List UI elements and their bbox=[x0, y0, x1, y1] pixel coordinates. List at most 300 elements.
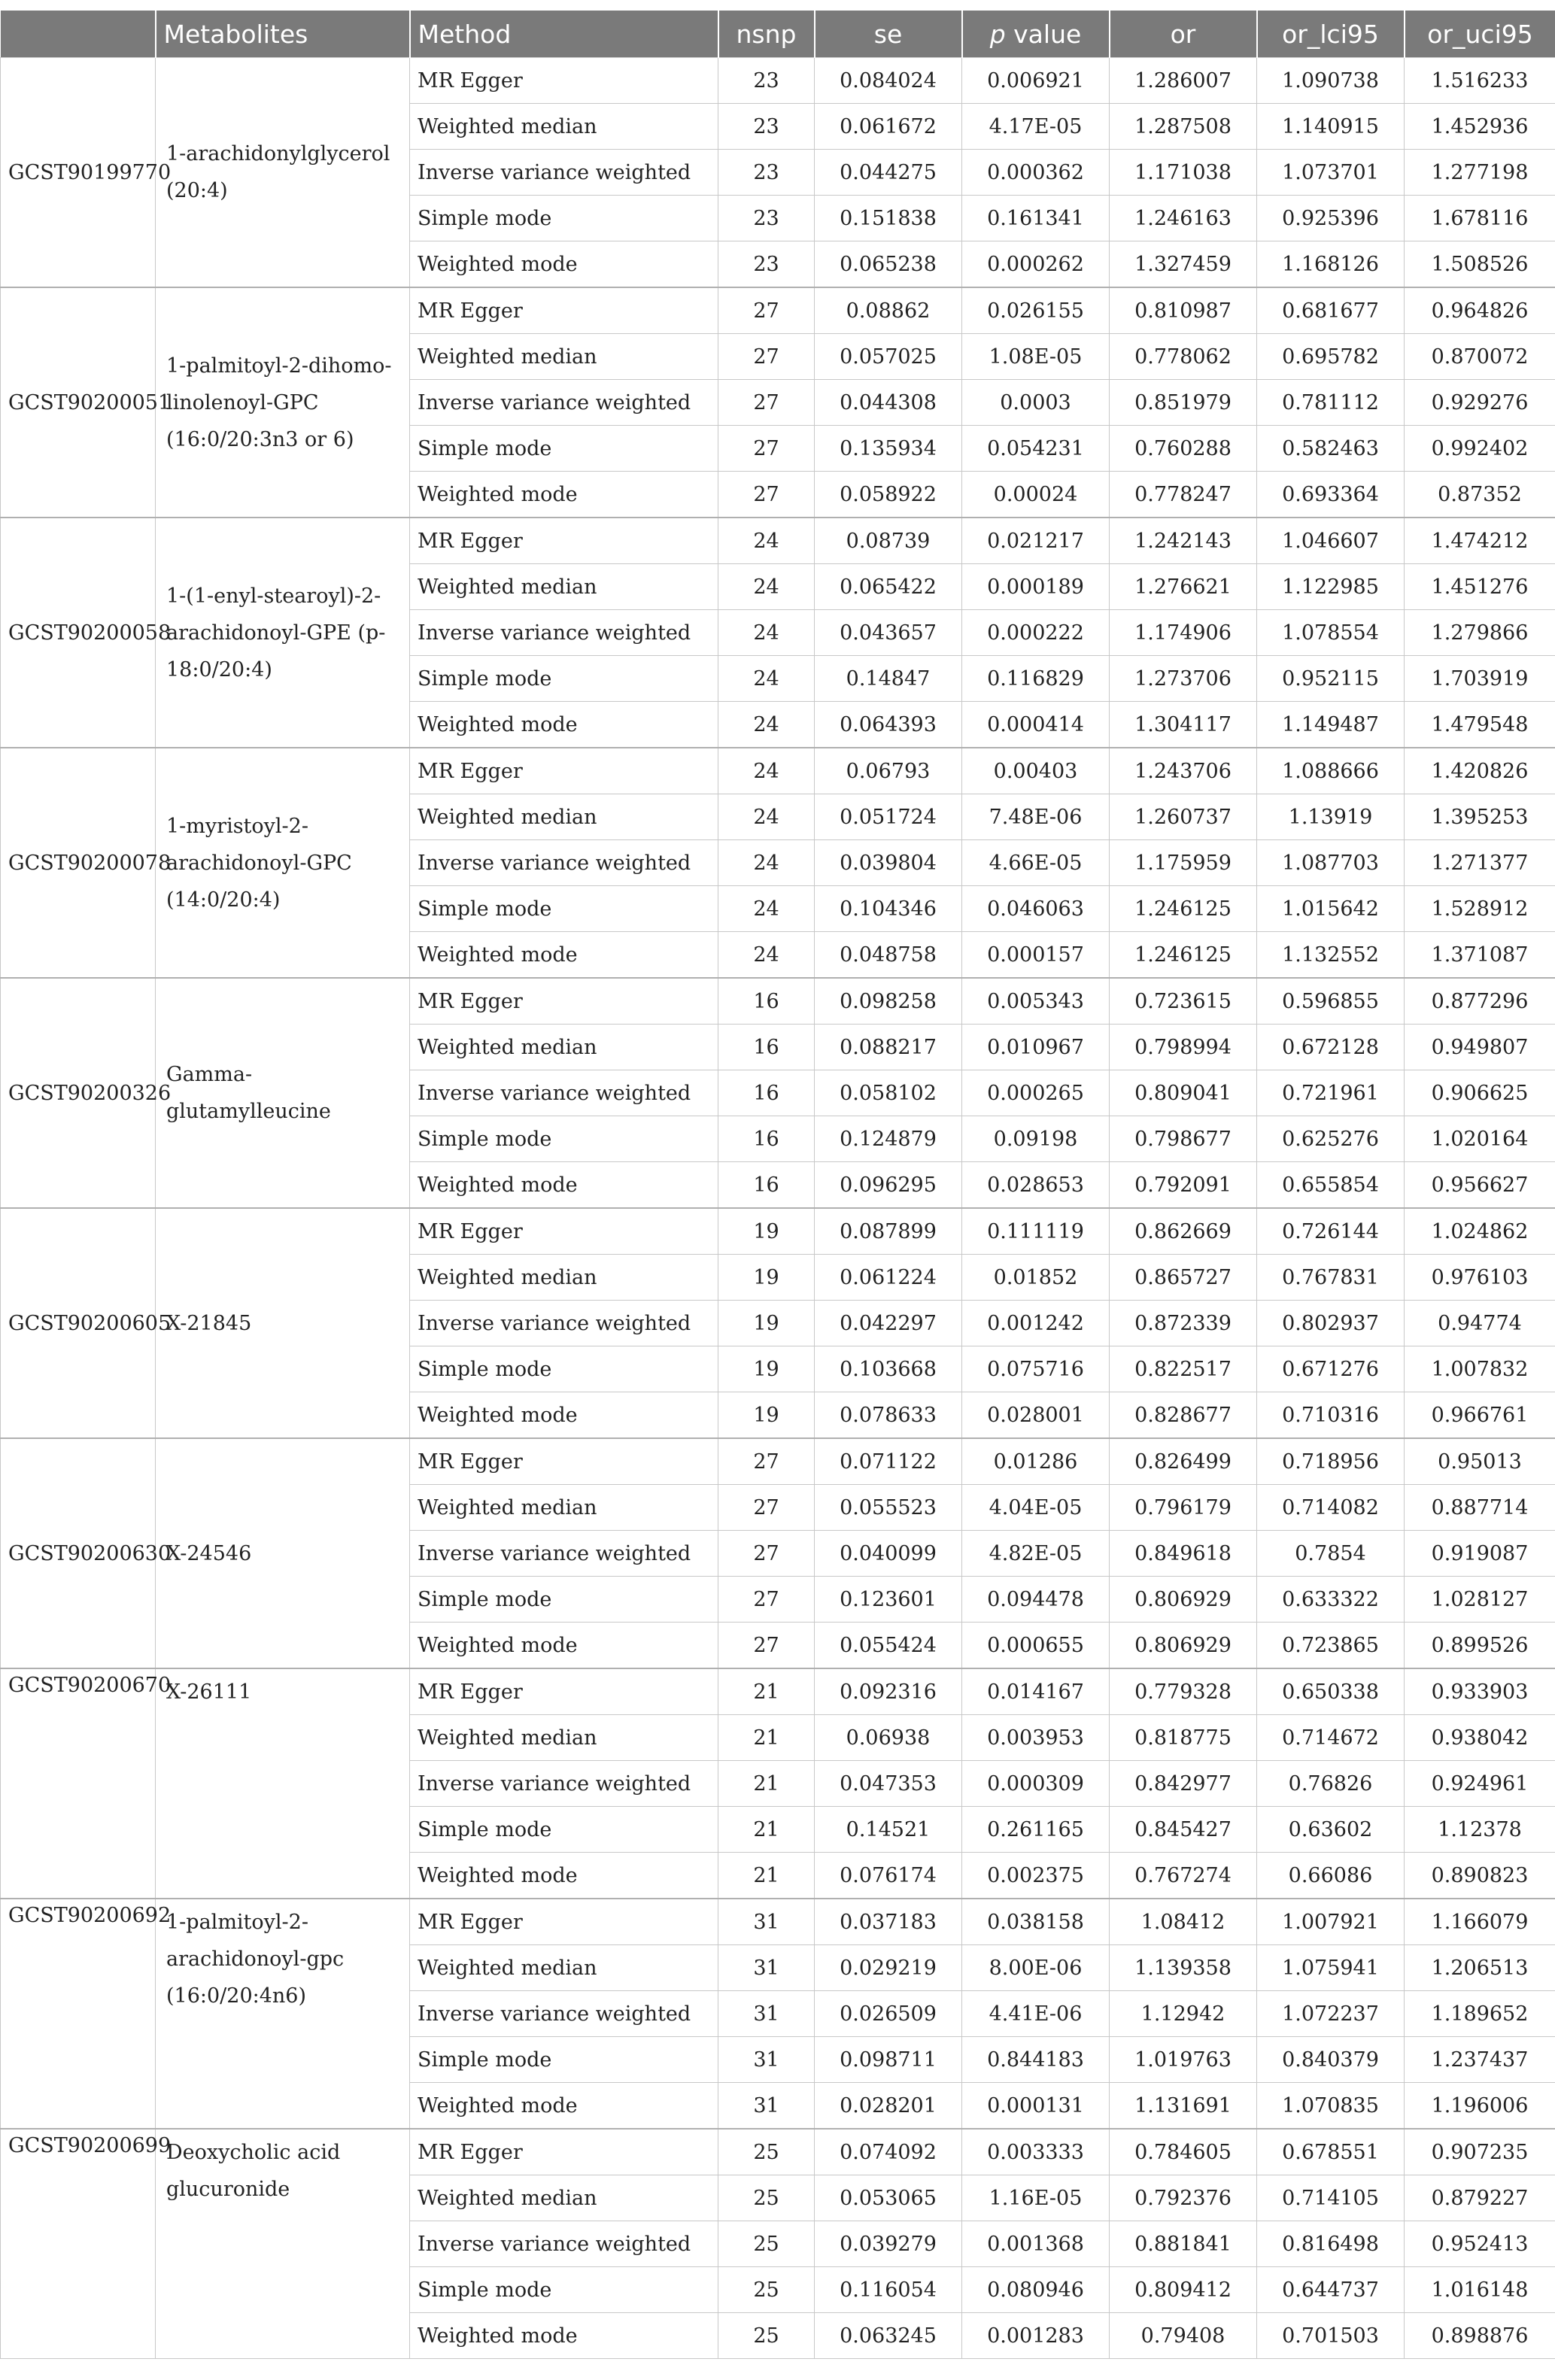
header-or-lci95: or_lci95 bbox=[1257, 11, 1405, 58]
p-value-cell: 0.010967 bbox=[962, 1025, 1110, 1070]
se-cell: 0.103668 bbox=[815, 1346, 962, 1392]
or-cell: 1.171038 bbox=[1110, 150, 1257, 196]
study-id-cell: GCST90200078 bbox=[1, 748, 156, 978]
p-value-cell: 4.66E-05 bbox=[962, 840, 1110, 886]
or-uci95-cell: 0.929276 bbox=[1405, 380, 1555, 426]
method-cell: Inverse variance weighted bbox=[410, 1991, 718, 2037]
study-id-cell: GCST90200699 bbox=[1, 2129, 156, 2359]
or-cell: 0.862669 bbox=[1110, 1208, 1257, 1255]
or-lci95-cell: 0.76826 bbox=[1257, 1761, 1405, 1807]
p-value-cell: 0.006921 bbox=[962, 58, 1110, 104]
or-lci95-cell: 1.168126 bbox=[1257, 241, 1405, 288]
or-cell: 1.246125 bbox=[1110, 886, 1257, 932]
se-cell: 0.098711 bbox=[815, 2037, 962, 2083]
or-uci95-cell: 0.898876 bbox=[1405, 2313, 1555, 2359]
or-cell: 1.12942 bbox=[1110, 1991, 1257, 2037]
se-cell: 0.087899 bbox=[815, 1208, 962, 1255]
or-lci95-cell: 0.726144 bbox=[1257, 1208, 1405, 1255]
or-lci95-cell: 0.671276 bbox=[1257, 1346, 1405, 1392]
nsnp-cell: 21 bbox=[718, 1668, 815, 1715]
method-cell: Simple mode bbox=[410, 886, 718, 932]
nsnp-cell: 24 bbox=[718, 518, 815, 564]
or-cell: 0.798677 bbox=[1110, 1116, 1257, 1162]
or-cell: 1.019763 bbox=[1110, 2037, 1257, 2083]
nsnp-cell: 24 bbox=[718, 840, 815, 886]
or-lci95-cell: 0.767831 bbox=[1257, 1255, 1405, 1301]
se-cell: 0.043657 bbox=[815, 610, 962, 656]
table-row bbox=[1, 1208, 1555, 1255]
or-uci95-cell: 0.966761 bbox=[1405, 1392, 1555, 1439]
or-lci95-cell: 0.840379 bbox=[1257, 2037, 1405, 2083]
metabolite-cell: X-24546 bbox=[156, 1438, 410, 1668]
or-uci95-cell: 0.956627 bbox=[1405, 1162, 1555, 1209]
mr-results-table bbox=[0, 11, 1555, 2359]
or-cell: 0.778247 bbox=[1110, 472, 1257, 518]
p-value-cell: 0.000265 bbox=[962, 1070, 1110, 1116]
or-uci95-cell: 0.933903 bbox=[1405, 1668, 1555, 1715]
header-p-suffix: value bbox=[1005, 19, 1082, 49]
nsnp-cell: 25 bbox=[718, 2175, 815, 2221]
or-uci95-cell: 1.237437 bbox=[1405, 2037, 1555, 2083]
method-cell: Weighted mode bbox=[410, 2313, 718, 2359]
method-cell: Weighted median bbox=[410, 1485, 718, 1531]
or-uci95-cell: 1.452936 bbox=[1405, 104, 1555, 150]
method-cell: Weighted mode bbox=[410, 241, 718, 288]
method-cell: MR Egger bbox=[410, 287, 718, 334]
se-cell: 0.053065 bbox=[815, 2175, 962, 2221]
se-cell: 0.14521 bbox=[815, 1807, 962, 1853]
or-cell: 0.826499 bbox=[1110, 1438, 1257, 1485]
study-id-cell: GCST90200692 bbox=[1, 1899, 156, 2129]
or-cell: 1.246125 bbox=[1110, 932, 1257, 979]
se-cell: 0.058102 bbox=[815, 1070, 962, 1116]
method-cell: Weighted median bbox=[410, 794, 718, 840]
p-value-cell: 4.41E-06 bbox=[962, 1991, 1110, 2037]
nsnp-cell: 31 bbox=[718, 1899, 815, 1945]
table-row bbox=[1, 1668, 1555, 1715]
p-value-cell: 0.028653 bbox=[962, 1162, 1110, 1209]
or-lci95-cell: 0.781112 bbox=[1257, 380, 1405, 426]
study-id-cell: GCST90200670 bbox=[1, 1668, 156, 1899]
or-uci95-cell: 1.371087 bbox=[1405, 932, 1555, 979]
se-cell: 0.065238 bbox=[815, 241, 962, 288]
se-cell: 0.14847 bbox=[815, 656, 962, 702]
nsnp-cell: 27 bbox=[718, 287, 815, 334]
or-cell: 0.822517 bbox=[1110, 1346, 1257, 1392]
p-value-cell: 0.111119 bbox=[962, 1208, 1110, 1255]
or-lci95-cell: 0.710316 bbox=[1257, 1392, 1405, 1439]
se-cell: 0.051724 bbox=[815, 794, 962, 840]
or-uci95-cell: 1.420826 bbox=[1405, 748, 1555, 794]
se-cell: 0.058922 bbox=[815, 472, 962, 518]
method-cell: Inverse variance weighted bbox=[410, 1761, 718, 1807]
nsnp-cell: 27 bbox=[718, 472, 815, 518]
nsnp-cell: 23 bbox=[718, 196, 815, 241]
or-uci95-cell: 1.508526 bbox=[1405, 241, 1555, 288]
or-lci95-cell: 0.7854 bbox=[1257, 1531, 1405, 1577]
or-lci95-cell: 0.655854 bbox=[1257, 1162, 1405, 1209]
or-lci95-cell: 0.816498 bbox=[1257, 2221, 1405, 2267]
p-value-cell: 0.000189 bbox=[962, 564, 1110, 610]
header-metabolites: Metabolites bbox=[156, 11, 410, 58]
or-lci95-cell: 0.802937 bbox=[1257, 1301, 1405, 1346]
p-value-cell: 4.17E-05 bbox=[962, 104, 1110, 150]
or-cell: 0.792376 bbox=[1110, 2175, 1257, 2221]
se-cell: 0.124879 bbox=[815, 1116, 962, 1162]
nsnp-cell: 25 bbox=[718, 2267, 815, 2313]
or-lci95-cell: 1.070835 bbox=[1257, 2083, 1405, 2130]
se-cell: 0.06938 bbox=[815, 1715, 962, 1761]
method-cell: Weighted mode bbox=[410, 1623, 718, 1669]
or-uci95-cell: 1.678116 bbox=[1405, 196, 1555, 241]
p-value-cell: 0.844183 bbox=[962, 2037, 1110, 2083]
se-cell: 0.042297 bbox=[815, 1301, 962, 1346]
p-value-cell: 0.261165 bbox=[962, 1807, 1110, 1853]
p-value-cell: 0.000655 bbox=[962, 1623, 1110, 1669]
nsnp-cell: 25 bbox=[718, 2313, 815, 2359]
or-lci95-cell: 1.072237 bbox=[1257, 1991, 1405, 2037]
table-row bbox=[1, 748, 1555, 794]
method-cell: Inverse variance weighted bbox=[410, 1301, 718, 1346]
or-cell: 1.08412 bbox=[1110, 1899, 1257, 1945]
nsnp-cell: 24 bbox=[718, 794, 815, 840]
p-value-cell: 0.075716 bbox=[962, 1346, 1110, 1392]
or-lci95-cell: 0.693364 bbox=[1257, 472, 1405, 518]
or-cell: 1.174906 bbox=[1110, 610, 1257, 656]
or-uci95-cell: 1.277198 bbox=[1405, 150, 1555, 196]
se-cell: 0.084024 bbox=[815, 58, 962, 104]
or-cell: 0.796179 bbox=[1110, 1485, 1257, 1531]
or-uci95-cell: 1.028127 bbox=[1405, 1577, 1555, 1623]
or-cell: 0.784605 bbox=[1110, 2129, 1257, 2175]
header-or-uci95: or_uci95 bbox=[1405, 11, 1555, 58]
nsnp-cell: 19 bbox=[718, 1392, 815, 1439]
header-se: se bbox=[815, 11, 962, 58]
nsnp-cell: 27 bbox=[718, 380, 815, 426]
p-value-cell: 0.000222 bbox=[962, 610, 1110, 656]
or-uci95-cell: 1.206513 bbox=[1405, 1945, 1555, 1991]
metabolite-cell: 1-palmitoyl-2-dihomo-linolenoyl-GPC (16:0/20:3n3 or 6) bbox=[156, 287, 410, 518]
se-cell: 0.064393 bbox=[815, 702, 962, 748]
study-id-cell: GCST90200326 bbox=[1, 978, 156, 1208]
method-cell: Weighted mode bbox=[410, 1853, 718, 1899]
method-cell: MR Egger bbox=[410, 748, 718, 794]
nsnp-cell: 16 bbox=[718, 978, 815, 1025]
metabolite-cell: X-26111 bbox=[156, 1668, 410, 1899]
method-cell: Weighted mode bbox=[410, 932, 718, 979]
nsnp-cell: 24 bbox=[718, 656, 815, 702]
p-value-cell: 0.005343 bbox=[962, 978, 1110, 1025]
or-cell: 0.79408 bbox=[1110, 2313, 1257, 2359]
or-lci95-cell: 0.672128 bbox=[1257, 1025, 1405, 1070]
nsnp-cell: 25 bbox=[718, 2221, 815, 2267]
table-row bbox=[1, 1899, 1555, 1945]
p-value-cell: 0.026155 bbox=[962, 287, 1110, 334]
or-uci95-cell: 0.924961 bbox=[1405, 1761, 1555, 1807]
or-uci95-cell: 0.87352 bbox=[1405, 472, 1555, 518]
p-value-cell: 1.08E-05 bbox=[962, 334, 1110, 380]
or-uci95-cell: 1.196006 bbox=[1405, 2083, 1555, 2130]
se-cell: 0.074092 bbox=[815, 2129, 962, 2175]
header-row bbox=[1, 11, 1555, 58]
or-cell: 0.809041 bbox=[1110, 1070, 1257, 1116]
nsnp-cell: 16 bbox=[718, 1116, 815, 1162]
or-uci95-cell: 0.887714 bbox=[1405, 1485, 1555, 1531]
or-cell: 0.760288 bbox=[1110, 426, 1257, 472]
method-cell: MR Egger bbox=[410, 1899, 718, 1945]
or-cell: 0.845427 bbox=[1110, 1807, 1257, 1853]
se-cell: 0.044308 bbox=[815, 380, 962, 426]
nsnp-cell: 31 bbox=[718, 1945, 815, 1991]
table-row bbox=[1, 58, 1555, 104]
or-lci95-cell: 1.087703 bbox=[1257, 840, 1405, 886]
or-lci95-cell: 0.582463 bbox=[1257, 426, 1405, 472]
or-lci95-cell: 0.714672 bbox=[1257, 1715, 1405, 1761]
p-value-cell: 0.014167 bbox=[962, 1668, 1110, 1715]
or-uci95-cell: 0.949807 bbox=[1405, 1025, 1555, 1070]
nsnp-cell: 27 bbox=[718, 1623, 815, 1669]
p-value-cell: 7.48E-06 bbox=[962, 794, 1110, 840]
or-uci95-cell: 0.919087 bbox=[1405, 1531, 1555, 1577]
method-cell: Weighted median bbox=[410, 104, 718, 150]
se-cell: 0.040099 bbox=[815, 1531, 962, 1577]
or-cell: 0.828677 bbox=[1110, 1392, 1257, 1439]
study-id-cell: GCST90200630 bbox=[1, 1438, 156, 1668]
se-cell: 0.135934 bbox=[815, 426, 962, 472]
method-cell: Simple mode bbox=[410, 2267, 718, 2313]
or-lci95-cell: 1.088666 bbox=[1257, 748, 1405, 794]
se-cell: 0.026509 bbox=[815, 1991, 962, 2037]
se-cell: 0.039804 bbox=[815, 840, 962, 886]
method-cell: Weighted mode bbox=[410, 702, 718, 748]
or-lci95-cell: 0.695782 bbox=[1257, 334, 1405, 380]
p-value-cell: 0.00024 bbox=[962, 472, 1110, 518]
or-uci95-cell: 0.870072 bbox=[1405, 334, 1555, 380]
nsnp-cell: 19 bbox=[718, 1301, 815, 1346]
nsnp-cell: 31 bbox=[718, 1991, 815, 2037]
metabolite-cell: X-21845 bbox=[156, 1208, 410, 1438]
p-value-cell: 4.04E-05 bbox=[962, 1485, 1110, 1531]
p-value-cell: 0.000157 bbox=[962, 932, 1110, 979]
or-cell: 0.806929 bbox=[1110, 1623, 1257, 1669]
nsnp-cell: 23 bbox=[718, 150, 815, 196]
p-value-cell: 0.028001 bbox=[962, 1392, 1110, 1439]
se-cell: 0.123601 bbox=[815, 1577, 962, 1623]
method-cell: Inverse variance weighted bbox=[410, 380, 718, 426]
method-cell: Simple mode bbox=[410, 1807, 718, 1853]
or-lci95-cell: 0.650338 bbox=[1257, 1668, 1405, 1715]
se-cell: 0.096295 bbox=[815, 1162, 962, 1209]
nsnp-cell: 24 bbox=[718, 886, 815, 932]
method-cell: Simple mode bbox=[410, 426, 718, 472]
metabolite-cell: Deoxycholic acid glucuronide bbox=[156, 2129, 410, 2359]
method-cell: Simple mode bbox=[410, 1577, 718, 1623]
metabolite-cell: Gamma-glutamylleucine bbox=[156, 978, 410, 1208]
se-cell: 0.029219 bbox=[815, 1945, 962, 1991]
p-value-cell: 0.01286 bbox=[962, 1438, 1110, 1485]
se-cell: 0.055523 bbox=[815, 1485, 962, 1531]
or-cell: 0.723615 bbox=[1110, 978, 1257, 1025]
or-lci95-cell: 1.007921 bbox=[1257, 1899, 1405, 1945]
header-p-italic: p bbox=[989, 19, 1006, 49]
or-lci95-cell: 0.952115 bbox=[1257, 656, 1405, 702]
p-value-cell: 0.000131 bbox=[962, 2083, 1110, 2130]
method-cell: Simple mode bbox=[410, 2037, 718, 2083]
or-uci95-cell: 0.964826 bbox=[1405, 287, 1555, 334]
or-uci95-cell: 1.166079 bbox=[1405, 1899, 1555, 1945]
nsnp-cell: 16 bbox=[718, 1025, 815, 1070]
p-value-cell: 0.054231 bbox=[962, 426, 1110, 472]
method-cell: Weighted median bbox=[410, 1025, 718, 1070]
or-lci95-cell: 1.073701 bbox=[1257, 150, 1405, 196]
or-uci95-cell: 0.906625 bbox=[1405, 1070, 1555, 1116]
method-cell: Inverse variance weighted bbox=[410, 150, 718, 196]
or-lci95-cell: 1.122985 bbox=[1257, 564, 1405, 610]
p-value-cell: 0.021217 bbox=[962, 518, 1110, 564]
or-cell: 0.842977 bbox=[1110, 1761, 1257, 1807]
nsnp-cell: 27 bbox=[718, 334, 815, 380]
nsnp-cell: 24 bbox=[718, 702, 815, 748]
or-lci95-cell: 0.721961 bbox=[1257, 1070, 1405, 1116]
method-cell: MR Egger bbox=[410, 518, 718, 564]
or-lci95-cell: 0.681677 bbox=[1257, 287, 1405, 334]
header-p-value bbox=[962, 11, 1110, 58]
se-cell: 0.061224 bbox=[815, 1255, 962, 1301]
or-lci95-cell: 1.046607 bbox=[1257, 518, 1405, 564]
or-uci95-cell: 0.899526 bbox=[1405, 1623, 1555, 1669]
se-cell: 0.057025 bbox=[815, 334, 962, 380]
or-lci95-cell: 0.925396 bbox=[1257, 196, 1405, 241]
se-cell: 0.078633 bbox=[815, 1392, 962, 1439]
se-cell: 0.08739 bbox=[815, 518, 962, 564]
method-cell: Simple mode bbox=[410, 1346, 718, 1392]
or-uci95-cell: 0.877296 bbox=[1405, 978, 1555, 1025]
table-row bbox=[1, 518, 1555, 564]
or-uci95-cell: 1.395253 bbox=[1405, 794, 1555, 840]
nsnp-cell: 21 bbox=[718, 1853, 815, 1899]
se-cell: 0.076174 bbox=[815, 1853, 962, 1899]
method-cell: MR Egger bbox=[410, 1208, 718, 1255]
se-cell: 0.039279 bbox=[815, 2221, 962, 2267]
or-cell: 1.287508 bbox=[1110, 104, 1257, 150]
or-uci95-cell: 1.528912 bbox=[1405, 886, 1555, 932]
or-uci95-cell: 1.024862 bbox=[1405, 1208, 1555, 1255]
nsnp-cell: 23 bbox=[718, 58, 815, 104]
p-value-cell: 0.161341 bbox=[962, 196, 1110, 241]
se-cell: 0.063245 bbox=[815, 2313, 962, 2359]
method-cell: Inverse variance weighted bbox=[410, 610, 718, 656]
study-id-cell: GCST90199770 bbox=[1, 58, 156, 288]
method-cell: Weighted mode bbox=[410, 2083, 718, 2130]
or-uci95-cell: 0.938042 bbox=[1405, 1715, 1555, 1761]
method-cell: Weighted median bbox=[410, 1715, 718, 1761]
method-cell: Weighted mode bbox=[410, 472, 718, 518]
p-value-cell: 0.002375 bbox=[962, 1853, 1110, 1899]
or-uci95-cell: 0.907235 bbox=[1405, 2129, 1555, 2175]
nsnp-cell: 31 bbox=[718, 2037, 815, 2083]
or-cell: 0.818775 bbox=[1110, 1715, 1257, 1761]
or-uci95-cell: 0.890823 bbox=[1405, 1853, 1555, 1899]
method-cell: Simple mode bbox=[410, 1116, 718, 1162]
table-row bbox=[1, 2129, 1555, 2175]
or-lci95-cell: 0.701503 bbox=[1257, 2313, 1405, 2359]
or-uci95-cell: 1.474212 bbox=[1405, 518, 1555, 564]
or-uci95-cell: 0.95013 bbox=[1405, 1438, 1555, 1485]
or-lci95-cell: 1.13919 bbox=[1257, 794, 1405, 840]
se-cell: 0.047353 bbox=[815, 1761, 962, 1807]
or-lci95-cell: 0.714082 bbox=[1257, 1485, 1405, 1531]
or-uci95-cell: 0.952413 bbox=[1405, 2221, 1555, 2267]
or-uci95-cell: 1.12378 bbox=[1405, 1807, 1555, 1853]
method-cell: MR Egger bbox=[410, 2129, 718, 2175]
table-body bbox=[1, 58, 1555, 2359]
or-cell: 0.792091 bbox=[1110, 1162, 1257, 1209]
or-cell: 1.139358 bbox=[1110, 1945, 1257, 1991]
p-value-cell: 0.000362 bbox=[962, 150, 1110, 196]
or-cell: 0.881841 bbox=[1110, 2221, 1257, 2267]
header-id bbox=[1, 11, 156, 58]
method-cell: Inverse variance weighted bbox=[410, 2221, 718, 2267]
or-cell: 1.304117 bbox=[1110, 702, 1257, 748]
or-lci95-cell: 0.718956 bbox=[1257, 1438, 1405, 1485]
or-lci95-cell: 1.132552 bbox=[1257, 932, 1405, 979]
nsnp-cell: 19 bbox=[718, 1255, 815, 1301]
method-cell: Weighted median bbox=[410, 2175, 718, 2221]
or-lci95-cell: 1.090738 bbox=[1257, 58, 1405, 104]
nsnp-cell: 21 bbox=[718, 1807, 815, 1853]
metabolite-cell: 1-myristoyl-2-arachidonoyl-GPC (14:0/20:4) bbox=[156, 748, 410, 978]
nsnp-cell: 31 bbox=[718, 2083, 815, 2130]
or-uci95-cell: 1.016148 bbox=[1405, 2267, 1555, 2313]
or-uci95-cell: 1.020164 bbox=[1405, 1116, 1555, 1162]
se-cell: 0.092316 bbox=[815, 1668, 962, 1715]
method-cell: Simple mode bbox=[410, 196, 718, 241]
or-lci95-cell: 0.723865 bbox=[1257, 1623, 1405, 1669]
study-id-cell: GCST90200605 bbox=[1, 1208, 156, 1438]
or-cell: 0.778062 bbox=[1110, 334, 1257, 380]
or-cell: 1.242143 bbox=[1110, 518, 1257, 564]
nsnp-cell: 21 bbox=[718, 1715, 815, 1761]
method-cell: Weighted median bbox=[410, 1255, 718, 1301]
nsnp-cell: 24 bbox=[718, 610, 815, 656]
p-value-cell: 0.00403 bbox=[962, 748, 1110, 794]
or-cell: 1.286007 bbox=[1110, 58, 1257, 104]
or-uci95-cell: 1.279866 bbox=[1405, 610, 1555, 656]
p-value-cell: 0.001283 bbox=[962, 2313, 1110, 2359]
or-cell: 0.872339 bbox=[1110, 1301, 1257, 1346]
p-value-cell: 4.82E-05 bbox=[962, 1531, 1110, 1577]
or-uci95-cell: 1.451276 bbox=[1405, 564, 1555, 610]
method-cell: Weighted mode bbox=[410, 1392, 718, 1439]
or-uci95-cell: 0.976103 bbox=[1405, 1255, 1555, 1301]
method-cell: MR Egger bbox=[410, 1668, 718, 1715]
nsnp-cell: 23 bbox=[718, 241, 815, 288]
or-lci95-cell: 1.149487 bbox=[1257, 702, 1405, 748]
p-value-cell: 0.003953 bbox=[962, 1715, 1110, 1761]
nsnp-cell: 27 bbox=[718, 426, 815, 472]
method-cell: Inverse variance weighted bbox=[410, 840, 718, 886]
p-value-cell: 0.116829 bbox=[962, 656, 1110, 702]
or-cell: 1.276621 bbox=[1110, 564, 1257, 610]
se-cell: 0.08862 bbox=[815, 287, 962, 334]
method-cell: Weighted median bbox=[410, 334, 718, 380]
nsnp-cell: 19 bbox=[718, 1346, 815, 1392]
se-cell: 0.065422 bbox=[815, 564, 962, 610]
or-cell: 1.131691 bbox=[1110, 2083, 1257, 2130]
se-cell: 0.028201 bbox=[815, 2083, 962, 2130]
method-cell: Weighted median bbox=[410, 564, 718, 610]
or-cell: 0.849618 bbox=[1110, 1531, 1257, 1577]
